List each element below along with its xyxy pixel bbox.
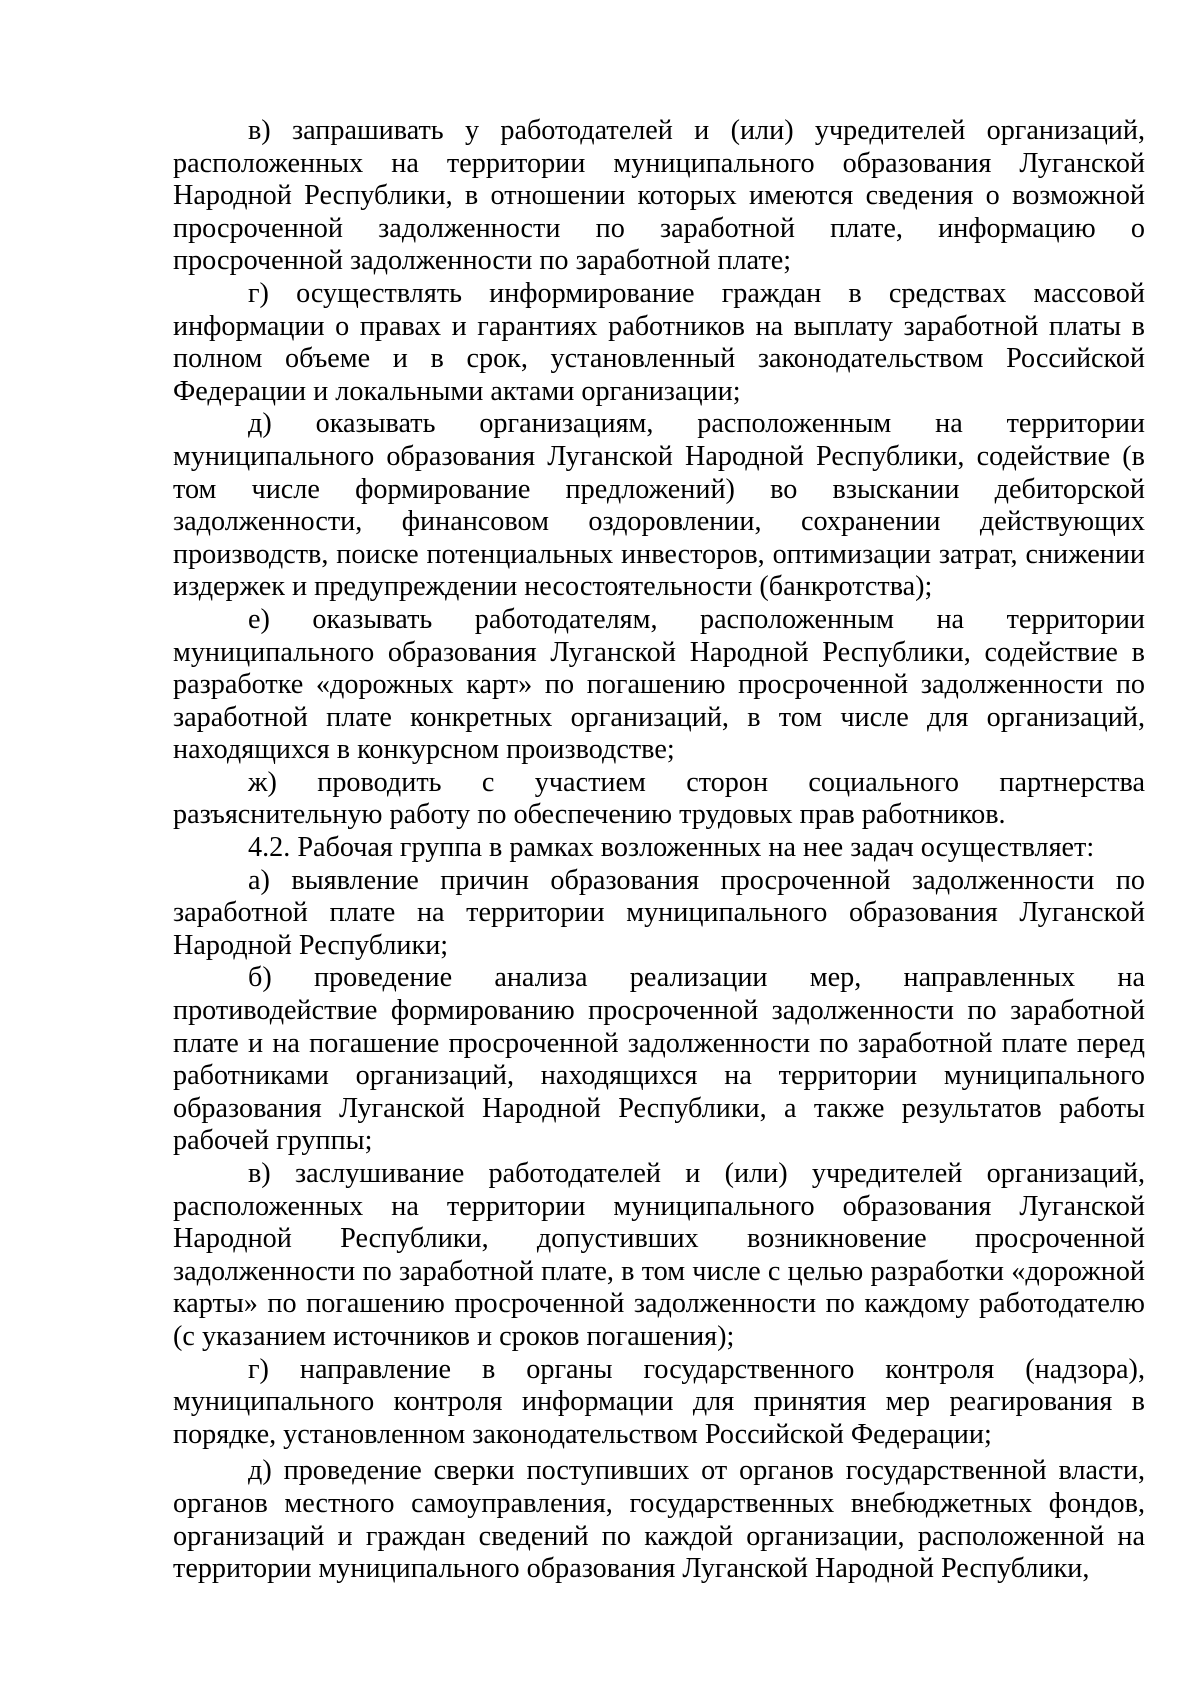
paragraph-v-hearing-employers: в) заслушивание работодателей и (или) учредителей организаций, расположенных на территории муниципального образования Луганской Народной Республики, допустивших возникновение просроченной задолженности по заработной плате, в том числе с целью разработки «дорожной карты» по погашению просроченной задолженности по каждому работодателю (с указанием источников и сроков погашения); — [173, 1158, 1145, 1352]
document-body — [173, 115, 1145, 1586]
paragraph-v-request-information: в) запрашивать у работодателей и (или) учредителей организаций, расположенных на территории муниципального образования Луганской Народной Республики, в отношении которых имеются сведения о возможной просроченной задолженности по заработной плате, информацию о просроченной задолженности по заработной плате; — [173, 115, 1145, 277]
paragraph-g-send-to-control-bodies: г) направление в органы государственного контроля (надзора), муниципального контроля информации для принятия мер реагирования в порядке, установленном законодательством Российской Федерации; — [173, 1353, 1145, 1450]
paragraph-d-assist-organizations: д) оказывать организациям, расположенным на территории муниципального образования Луганской Народной Республики, содействие (в том числе формирование предложений) во взыскании дебиторской задолженности, финансовом оздоровлении, сохранении действующих производств, поиске потенциальных инвесторов, оптимизации затрат, снижении издержек и предупреждении несостоятельности (банкротства); — [173, 408, 1145, 603]
paragraph-b-analysis: б) проведение анализа реализации мер, направленных на противодействие формированию просроченной задолженности по заработной плате и на погашение просроченной задолженности по заработной плате перед работниками организаций, находящихся на территории муниципального образования Луганской Народной Республики, а также результатов работы рабочей группы; — [173, 962, 1145, 1157]
paragraph-a-identify-causes: а) выявление причин образования просроченной задолженности по заработной плате на территории муниципального образования Луганской Народной Республики; — [173, 864, 1145, 961]
paragraph-g-inform-citizens: г) осуществлять информирование граждан в средствах массовой информации о правах и гарантиях работников на выплату заработной платы в полном объеме и в срок, установленный законодательством Российской Федерации и локальными актами организации; — [173, 277, 1145, 407]
paragraph-4-2-heading: 4.2. Рабочая группа в рамках возложенных на нее задач осуществляет: — [248, 832, 1095, 864]
paragraph-zh-explanatory-work: ж) проводить с участием сторон социального партнерства разъяснительную работу по обеспечению трудовых прав работников. — [173, 766, 1145, 831]
paragraph-e-assist-employers: е) оказывать работодателям, расположенным на территории муниципального образования Луганской Народной Республики, содействие в разработке «дорожных карт» по погашению просроченной задолженности по заработной плате конкретных организаций, в том числе для организаций, находящихся в конкурсном производстве; — [173, 603, 1145, 766]
paragraph-d-reconciliation: д) проведение сверки поступивших от органов государственной власти, органов местного самоуправления, государственных внебюджетных фондов, организаций и граждан сведений по каждой организации, расположенной на территории муниципального образования Луганской Народной Республики, — [173, 1455, 1145, 1585]
